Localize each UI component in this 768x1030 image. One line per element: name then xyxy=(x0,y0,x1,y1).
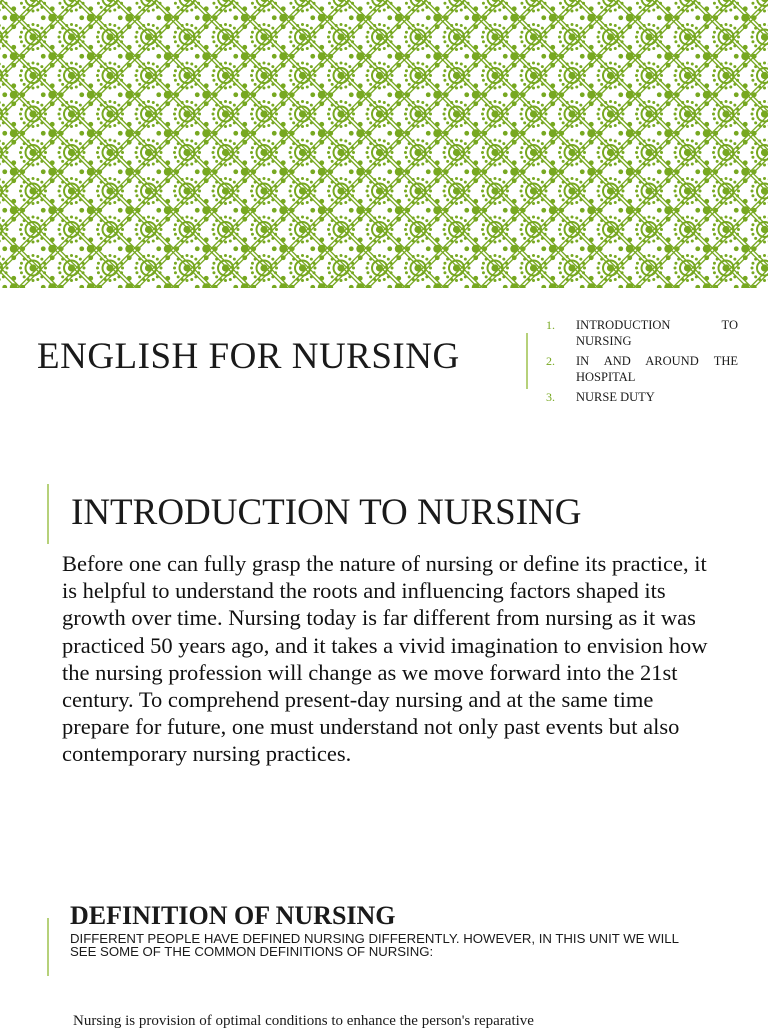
definition-heading: DEFINITION OF NURSING xyxy=(70,901,396,931)
toc-label: NURSE DUTY xyxy=(576,390,655,404)
toc-label: IN AND AROUND THE HOSPITAL xyxy=(576,354,738,384)
definition-accent-bar xyxy=(47,918,49,976)
table-of-contents xyxy=(546,317,738,409)
toc-number: 3. xyxy=(546,389,555,405)
toc-number: 1. xyxy=(546,317,555,333)
toc-item xyxy=(546,353,738,385)
title-slide xyxy=(0,288,768,438)
intro-paragraph: Before one can fully grasp the nature of nursing or define its practice, it is helpful to understand the roots and influencing factors shaped its growth over time. Nursing today is far different from nursing as it was practiced 50 years ago, and it takes a vivid imagination to envision how the nursing profession will change as we move forward into the 21st century. To comprehend present-day nursing and at the same time prepare for future, one must understand not only past events but also contemporary nursing practices. xyxy=(62,550,712,768)
toc-number: 2. xyxy=(546,353,555,369)
toc-item xyxy=(546,389,738,405)
page-title: ENGLISH FOR NURSING xyxy=(37,335,460,378)
definition-paragraph: Nursing is provision of optimal conditions to enhance the person's reparative xyxy=(73,1012,713,1030)
intro-heading: INTRODUCTION TO NURSING xyxy=(71,491,581,534)
title-divider xyxy=(526,333,528,389)
toc-label: INTRODUCTION TO NURSING xyxy=(576,318,738,348)
decorative-pattern-banner xyxy=(0,0,768,288)
toc-item xyxy=(546,317,738,349)
definition-subtitle: DIFFERENT PEOPLE HAVE DEFINED NURSING DIFFERENTLY. HOWEVER, IN THIS UNIT WE WILL SEE SOME OF THE COMMON DEFINITIONS OF NURSING: xyxy=(70,932,680,958)
green-lattice-pattern-icon xyxy=(0,0,768,288)
intro-accent-bar xyxy=(47,484,49,544)
